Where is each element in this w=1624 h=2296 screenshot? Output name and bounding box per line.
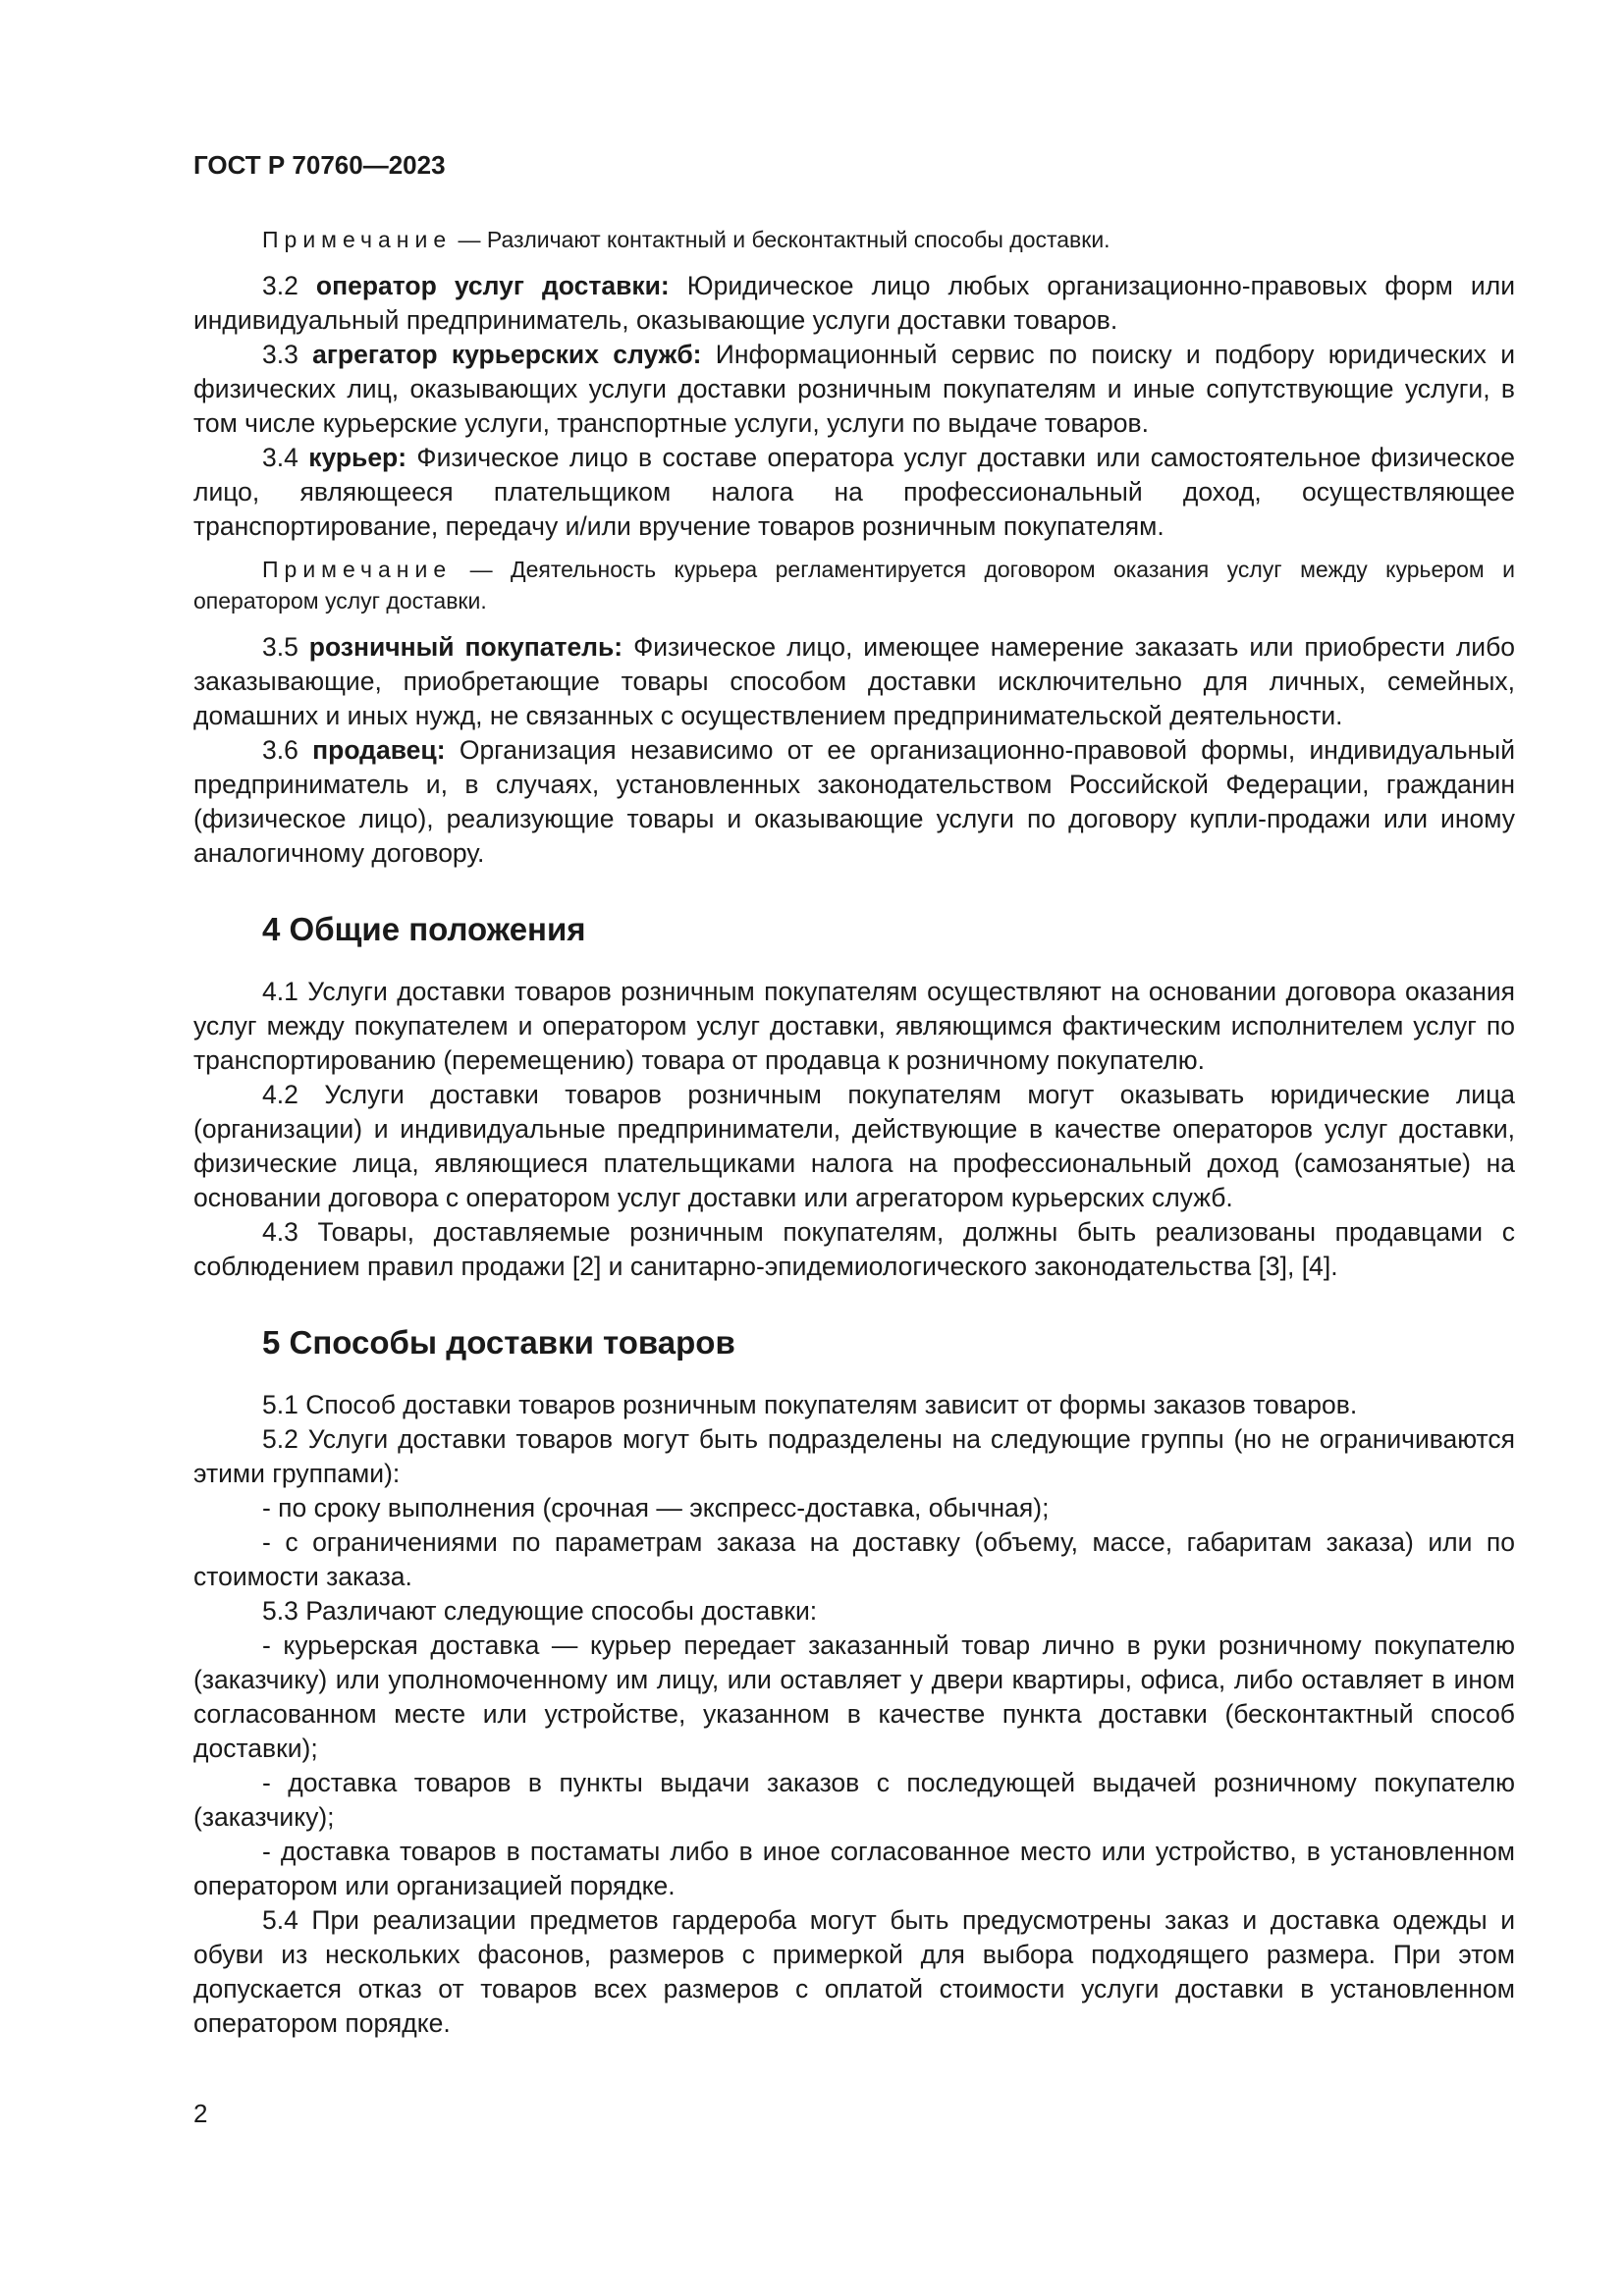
definition-term: оператор услуг доставки: <box>315 271 670 300</box>
definition-term: розничный покупатель: <box>308 632 623 662</box>
definition-3-2 <box>193 269 1515 338</box>
clause-4-1: 4.1 Услуги доставки товаров розничным покупателям осуществляют на основании договора оказания услуг между покупателем и оператором услуг доставки, являющимся фактическим исполнителем услуг по транспортированию (перемещению) товара от продавца к розничному покупателю. <box>193 977 1515 1075</box>
section-4-title: 4 Общие положения <box>262 911 586 947</box>
document-page <box>193 147 1515 2041</box>
note-label: Примечание <box>262 557 453 582</box>
document-header: ГОСТ Р 70760—2023 <box>193 150 446 180</box>
definition-3-4 <box>193 441 1515 544</box>
definition-3-5 <box>193 630 1515 733</box>
list-item: - курьерская доставка — курьер передает заказанный товар лично в руки розничному покупателю (заказчику) или уполномоченному им лицу, или оставляет у двери квартиры, офиса, либо оставляет в ином согласованном месте или устройстве, указанном в качестве пункта доставки (бесконтактный способ доставки); <box>193 1630 1515 1763</box>
note-text: — Деятельность курьера регламентируется договором оказания услуг между курьером и оператором услуг доставки. <box>193 557 1515 614</box>
note-courier <box>193 554 1515 616</box>
clause-number: 3.3 <box>262 340 313 369</box>
clause-5-3: 5.3 Различают следующие способы доставки: <box>262 1596 818 1626</box>
definition-3-6 <box>193 733 1515 871</box>
note-label: Примечание <box>262 227 453 252</box>
page-number: 2 <box>193 2099 208 2128</box>
definition-text: Юридическое лицо любых организационно-правовых форм или индивидуальный предприниматель, оказывающие услуги доставки товаров. <box>193 271 1515 335</box>
definition-text: Информационный сервис по поиску и подбору юридических и физических лиц, оказывающих услуги доставки розничным покупателям и иные сопутствующие услуги, в том числе курьерские услуги, транспортные услуги, услуги по выдаче товаров. <box>193 340 1516 438</box>
definition-text: Физическое лицо, имеющее намерение заказать или приобрести либо заказывающие, приобретающие товары способом доставки исключительно для личных, семейных, домашних и иных нужд, не связанных с осуществлением предпринимательской деятельности. <box>193 632 1515 730</box>
clause-4-2: 4.2 Услуги доставки товаров розничным покупателям могут оказывать юридические лица (организации) и индивидуальные предприниматели, действующие в качестве операторов услуг доставки, физические лица, являющиеся плательщиками налога на профессиональный доход (самозанятые) на основании договора с оператором услуг доставки или агрегатором курьерских служб. <box>193 1080 1515 1212</box>
note-contact-delivery <box>193 224 1515 255</box>
clause-number: 3.6 <box>262 735 313 765</box>
list-item: - доставка товаров в пункты выдачи заказов с последующей выдачей розничному покупателю (заказчику); <box>193 1768 1515 1832</box>
list-item: - доставка товаров в постаматы либо в иное согласованное место или устройство, в установленном оператором или организацией порядке. <box>193 1837 1515 1900</box>
definition-term: продавец: <box>312 735 446 765</box>
section-5-title: 5 Способы доставки товаров <box>262 1324 735 1361</box>
definition-term: агрегатор курьерских служб: <box>312 340 702 369</box>
definition-text: Организация независимо от ее организационно-правовой формы, индивидуальный предприниматель и, в случаях, установленных законодательством Российской Федерации, гражданин (физическое лицо), реализующие товары и оказывающие услуги по договору купли-продажи или иному аналогичному договору. <box>193 735 1515 868</box>
definition-3-3 <box>193 338 1515 441</box>
definition-text: Физическое лицо в составе оператора услуг доставки или самостоятельное физическое лицо, являющееся плательщиком налога на профессиональный доход, осуществляющее транспортирование, передачу и/или вручение товаров розничным покупателям. <box>193 443 1515 541</box>
clause-number: 3.2 <box>262 271 316 300</box>
list-item: - по сроку выполнения (срочная — экспресс-доставка, обычная); <box>262 1493 1050 1522</box>
definition-term: курьер: <box>308 443 407 472</box>
clause-number: 3.4 <box>262 443 309 472</box>
clause-5-4: 5.4 При реализации предметов гардероба могут быть предусмотрены заказ и доставка одежды и обуви из нескольких фасонов, размеров с примеркой для выбора подходящего размера. При этом допускается отказ от товаров всех размеров с оплатой стоимости услуги доставки в установленном оператором порядке. <box>193 1905 1515 2038</box>
clause-number: 3.5 <box>262 632 309 662</box>
note-text: — Различают контактный и бесконтактный способы доставки. <box>452 227 1110 252</box>
clause-4-3: 4.3 Товары, доставляемые розничным покупателям, должны быть реализованы продавцами с соблюдением правил продажи [2] и санитарно-эпидемиологического законодательства [3], [4]. <box>193 1217 1515 1281</box>
clause-5-1: 5.1 Способ доставки товаров розничным покупателям зависит от формы заказов товаров. <box>262 1390 1358 1419</box>
list-item: - с ограничениями по параметрам заказа на доставку (объему, массе, габаритам заказа) или по стоимости заказа. <box>193 1527 1515 1591</box>
clause-5-2: 5.2 Услуги доставки товаров могут быть подразделены на следующие группы (но не ограничиваются этими группами): <box>193 1424 1515 1488</box>
